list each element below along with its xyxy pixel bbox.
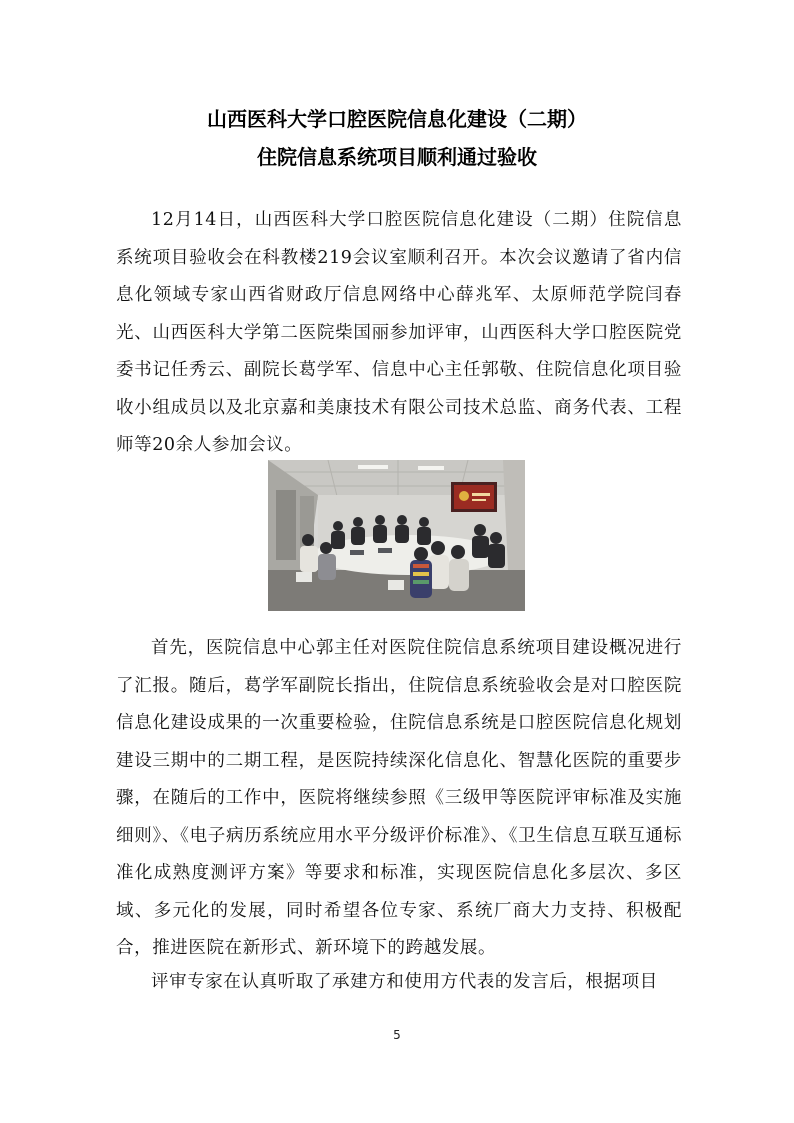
paragraph-2: 首先，医院信息中心郭主任对医院住院信息系统项目建设概况进行了汇报。随后，葛学军副院长指出，住院信息系统验收会是对口腔医院信息化建设成果的一次重要检验，住院信息系统是口腔医院信息化规划建设三期中的二期工程，是医院持续深化信息化、智慧化医院的重要步骤，在随后的工作中，医院将继续参照《三级甲等医院评审标准及实施细则》、《电子病历系统应用水平分级评价标准》、《卫生信息互联互通标准化成熟度测评方案》等要求和标准，实现医院信息化多层次、多区域、多元化的发展，同时希望各位专家、系统厂商大力支持、积极配合，推进医院在新形式、新环境下的跨越发展。 (116, 638, 682, 958)
paragraph-1: 12月14日，山西医科大学口腔医院信息化建设（二期）住院信息系统项目验收会在科教楼219会议室顺利召开。本次会议邀请了省内信息化领域专家山西省财政厅信息网络中心薛兆军、太原师范学院闫春光、山西医科大学第二医院柴国丽参加评审，山西医科大学口腔医院党委书记任秀云、副院长葛学军、信息中心主任郭敬、住院信息化项目验收小组成员以及北京嘉和美康技术有限公司技术总监、商务代表、工程师等20余人参加会议。 (116, 210, 682, 455)
page-number: 5 (393, 1028, 401, 1042)
article-title-line-2: 住院信息系统项目顺利通过验收 (257, 145, 537, 169)
meeting-photo (268, 460, 525, 611)
article-title-line-1: 山西医科大学口腔医院信息化建设（二期） (207, 107, 587, 131)
paragraph-3: 评审专家在认真听取了承建方和使用方代表的发言后，根据项目 (151, 972, 658, 992)
